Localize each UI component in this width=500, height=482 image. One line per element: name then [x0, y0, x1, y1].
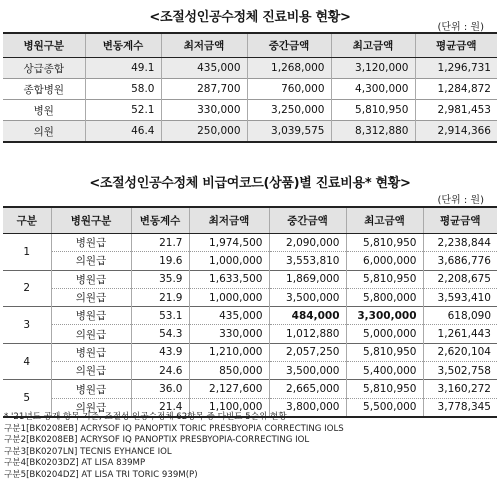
cell-avg: 2,208,675 [423, 270, 497, 288]
row-type: 의원급 [51, 288, 131, 306]
cell-cv: 49.1 [85, 58, 161, 79]
row-label: 종합병원 [3, 79, 85, 100]
cell-cv: 46.4 [85, 121, 161, 143]
cell-min: 250,000 [161, 121, 247, 143]
cell-max: 5,810,950 [346, 270, 423, 288]
cell-min: 1,210,000 [189, 343, 269, 361]
cell-max: 4,300,000 [331, 79, 415, 100]
cell-avg: 2,238,844 [423, 234, 497, 252]
cell-min: 1,100,000 [189, 398, 269, 417]
cell-max: 6,000,000 [346, 252, 423, 270]
row-type: 의원급 [51, 398, 131, 417]
header-group: 구분 [3, 207, 51, 234]
cell-avg: 1,296,731 [415, 58, 497, 79]
cell-median: 3,039,575 [247, 121, 331, 143]
cell-median: 3,553,810 [269, 252, 346, 270]
cell-cv: 36.0 [131, 380, 189, 398]
group-id: 5 [3, 380, 51, 417]
table1-unit: (단위 : 원) [437, 22, 484, 33]
cell-avg: 2,620,104 [423, 343, 497, 361]
row-type: 의원급 [51, 362, 131, 380]
table-row [3, 252, 497, 270]
cell-cv: 52.1 [85, 100, 161, 121]
group-id: 2 [3, 270, 51, 307]
row-type: 의원급 [51, 252, 131, 270]
row-type: 병원급 [51, 343, 131, 361]
header-max: 최고금액 [331, 33, 415, 58]
cell-max: 5,800,000 [346, 288, 423, 306]
cell-min: 1,633,500 [189, 270, 269, 288]
footnote-group-1: 구분1[BK0208EB] ACRYSOF IQ PANOPTIX TORIC PRESBYOPIA CORRECTING IOLS [4, 423, 344, 434]
cell-max: 3,120,000 [331, 58, 415, 79]
cell-max: 5,810,950 [331, 100, 415, 121]
cell-cv: 19.6 [131, 252, 189, 270]
cell-cv: 35.9 [131, 270, 189, 288]
cell-min: 1,000,000 [189, 288, 269, 306]
group-id: 3 [3, 307, 51, 344]
cell-avg: 1,261,443 [423, 325, 497, 343]
cell-min: 287,700 [161, 79, 247, 100]
cell-max: 5,810,950 [346, 234, 423, 252]
footnote-group-3: 구분3[BK0207LN] TECNIS EYHANCE IOL [4, 446, 172, 457]
cell-min: 1,974,500 [189, 234, 269, 252]
cell-min: 435,000 [161, 58, 247, 79]
group-id: 4 [3, 343, 51, 380]
header-min: 최저금액 [189, 207, 269, 234]
cell-cv: 24.6 [131, 362, 189, 380]
cell-avg: 3,160,272 [423, 380, 497, 398]
table1-title: <조절성인공수정체 진료비용 현황> [149, 10, 351, 25]
cell-min: 2,127,600 [189, 380, 269, 398]
header-max: 최고금액 [346, 207, 423, 234]
cell-avg: 3,502,758 [423, 362, 497, 380]
cell-avg: 3,778,345 [423, 398, 497, 417]
footnote-source: * '21년도 공개 항목 기준, 조절성 인공수정체 62항목 중 다빈도 5순위 현황 [4, 412, 287, 422]
cell-min: 850,000 [189, 362, 269, 380]
header-avg: 평균금액 [423, 207, 497, 234]
header-cv: 변동계수 [131, 207, 189, 234]
cell-median: 3,500,000 [269, 362, 346, 380]
table2-unit: (단위 : 원) [437, 195, 484, 206]
cell-median: 2,090,000 [269, 234, 346, 252]
cell-median: 760,000 [247, 79, 331, 100]
cell-max: 3,300,000 [346, 307, 423, 325]
cell-cv: 21.7 [131, 234, 189, 252]
table-row [3, 307, 497, 325]
cell-max: 5,000,000 [346, 325, 423, 343]
cell-avg: 3,593,410 [423, 288, 497, 306]
table2-title: <조절성인공수정체 비급여코드(상품)별 진료비용* 현황> [89, 176, 411, 191]
cell-avg: 1,284,872 [415, 79, 497, 100]
row-label: 상급종합 [3, 58, 85, 79]
table-row [3, 121, 497, 143]
table-row [3, 100, 497, 121]
cell-avg: 2,981,453 [415, 100, 497, 121]
cell-avg: 618,090 [423, 307, 497, 325]
table-row [3, 380, 497, 398]
cell-min: 435,000 [189, 307, 269, 325]
table-row [3, 343, 497, 361]
cell-max: 5,400,000 [346, 362, 423, 380]
header-median: 중간금액 [247, 33, 331, 58]
header-cv: 변동계수 [85, 33, 161, 58]
row-type: 병원급 [51, 307, 131, 325]
cell-median: 3,250,000 [247, 100, 331, 121]
cell-avg: 2,914,366 [415, 121, 497, 143]
cell-cv: 54.3 [131, 325, 189, 343]
cell-median: 1,268,000 [247, 58, 331, 79]
row-type: 병원급 [51, 380, 131, 398]
cell-max: 8,312,880 [331, 121, 415, 143]
cell-cv: 21.4 [131, 398, 189, 417]
cell-median: 3,800,000 [269, 398, 346, 417]
cell-min: 1,000,000 [189, 252, 269, 270]
cell-median: 2,665,000 [269, 380, 346, 398]
table-row [3, 270, 497, 288]
table-row [3, 58, 497, 79]
header-hospital-type: 병원구분 [51, 207, 131, 234]
cell-min: 330,000 [189, 325, 269, 343]
cell-cv: 58.0 [85, 79, 161, 100]
header-avg: 평균금액 [415, 33, 497, 58]
cost-by-product-table [3, 206, 497, 418]
header-median: 중간금액 [269, 207, 346, 234]
row-type: 병원급 [51, 270, 131, 288]
table-row [3, 325, 497, 343]
row-label: 병원 [3, 100, 85, 121]
cell-max: 5,500,000 [346, 398, 423, 417]
table-header-row [3, 207, 497, 234]
table-row [3, 79, 497, 100]
cell-max: 5,810,950 [346, 343, 423, 361]
cell-avg: 3,686,776 [423, 252, 497, 270]
table-row [3, 234, 497, 252]
row-label: 의원 [3, 121, 85, 143]
cell-median: 1,869,000 [269, 270, 346, 288]
footnote-group-4: 구분4[BK0203DZ] AT LISA 839MP [4, 458, 146, 468]
cost-by-hospital-table [3, 32, 497, 143]
header-hospital-type: 병원구분 [3, 33, 85, 58]
cell-max: 5,810,950 [346, 380, 423, 398]
footnote-group-2: 구분2[BK0208EB] ACRYSOF IQ PANOPTIX PRESBYOPIA-CORRECTING IOL [4, 435, 310, 445]
header-min: 최저금액 [161, 33, 247, 58]
row-type: 병원급 [51, 234, 131, 252]
cell-cv: 53.1 [131, 307, 189, 325]
cell-median: 3,500,000 [269, 288, 346, 306]
table-row [3, 288, 497, 306]
cell-cv: 43.9 [131, 343, 189, 361]
cell-median: 484,000 [269, 307, 346, 325]
table-header-row [3, 33, 497, 58]
table-row [3, 362, 497, 380]
cell-cv: 21.9 [131, 288, 189, 306]
group-id: 1 [3, 234, 51, 271]
row-type: 의원급 [51, 325, 131, 343]
cell-median: 1,012,880 [269, 325, 346, 343]
footnotes [4, 412, 498, 481]
footnote-group-5: 구분5[BK0204DZ] AT LISA TRI TORIC 939M(P) [4, 469, 198, 480]
cell-median: 2,057,250 [269, 343, 346, 361]
cell-min: 330,000 [161, 100, 247, 121]
